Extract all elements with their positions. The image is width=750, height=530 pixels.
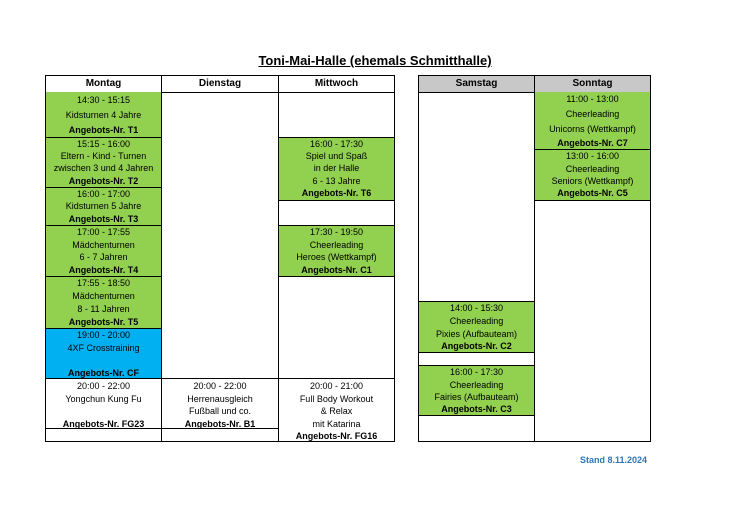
slot-label: 4XF Crosstraining xyxy=(67,343,140,353)
slot-c7 xyxy=(535,92,650,150)
slot-time: 13:00 - 16:00 xyxy=(565,151,620,161)
slot-label: Cheerleading xyxy=(449,380,504,390)
header-samstag: Samstag xyxy=(419,76,534,93)
slot-time: 19:00 - 20:00 xyxy=(76,330,131,340)
slot-label: Seniors (Wettkampf) xyxy=(551,176,634,186)
slot-time: 16:00 - 17:00 xyxy=(76,189,131,199)
slot-time: 16:00 - 17:30 xyxy=(309,139,364,149)
slot-time: 11:00 - 13:00 xyxy=(566,94,619,104)
slot-empty xyxy=(279,201,394,226)
slot-label: Full Body Workout xyxy=(299,394,374,404)
slot-c5 xyxy=(535,150,650,201)
header-dienstag: Dienstag xyxy=(162,76,278,93)
slot-time: 17:00 - 17:55 xyxy=(76,227,131,237)
column-samstag xyxy=(418,75,535,442)
slot-empty xyxy=(419,92,534,302)
slot-t4 xyxy=(46,226,161,277)
slot-c3 xyxy=(419,366,534,416)
slot-time: 17:30 - 19:50 xyxy=(309,227,364,237)
slot-label: & Relax xyxy=(320,406,353,416)
slot-t1 xyxy=(46,92,161,138)
slot-number: Angebots-Nr. C1 xyxy=(301,265,372,275)
slot-number: Angebots-Nr. T5 xyxy=(68,317,139,327)
slot-time: 17:55 - 18:50 xyxy=(76,278,131,288)
slot-time: 14:30 - 15:15 xyxy=(76,95,131,105)
slot-label: mit Katarina xyxy=(312,419,361,429)
slot-label: Eltern - Kind - Turnen xyxy=(60,151,147,161)
slot-empty xyxy=(419,353,534,366)
slot-label: Cheerleading xyxy=(309,240,364,250)
slot-t3 xyxy=(46,188,161,226)
slot-number: Angebots-Nr. T6 xyxy=(301,188,372,198)
slot-label: Cheerleading xyxy=(565,164,620,174)
slot-b1 xyxy=(162,379,278,429)
header-sonntag: Sonntag xyxy=(535,76,650,93)
slot-label: Heroes (Wettkampf) xyxy=(296,252,377,262)
column-sonntag xyxy=(534,75,651,442)
slot-label: Pixies (Aufbauteam) xyxy=(435,329,518,339)
slot-time: 14:00 - 15:30 xyxy=(449,303,504,313)
slot-number: Angebots-Nr. FG16 xyxy=(295,431,378,441)
slot-label: Kidsturnen 5 Jahre xyxy=(65,201,142,211)
slot-label: Cheerleading xyxy=(565,109,620,119)
slot-label: Fußball und co. xyxy=(188,406,252,416)
slot-c1 xyxy=(279,226,394,277)
slot-label: Mädchenturnen xyxy=(72,240,135,250)
slot-label: 8 - 11 Jahren xyxy=(77,304,130,314)
slot-label: in der Halle xyxy=(313,163,360,173)
slot-label: 6 - 13 Jahre xyxy=(312,176,361,186)
slot-label: 6 - 7 Jahren xyxy=(79,252,128,262)
slot-number: Angebots-Nr. C3 xyxy=(441,404,512,414)
slot-number: Angebots-Nr. B1 xyxy=(184,419,256,429)
slot-label: Kidsturnen 4 Jahre xyxy=(65,110,142,120)
column-dienstag xyxy=(161,75,279,442)
column-mittwoch xyxy=(278,75,395,442)
column-montag xyxy=(45,75,162,442)
header-montag: Montag xyxy=(46,76,161,93)
slot-time: 15:15 - 16:00 xyxy=(76,139,131,149)
slot-label: Mädchenturnen xyxy=(72,291,135,301)
slot-t5 xyxy=(46,277,161,329)
slot-label: Herrenausgleich xyxy=(187,394,253,404)
slot-number: Angebots-Nr. T3 xyxy=(68,214,139,224)
slot-number: Angebots-Nr. CF xyxy=(68,368,139,378)
slot-label: Unicorns (Wettkampf) xyxy=(549,124,636,134)
slot-number: Angebots-Nr. T4 xyxy=(68,265,139,275)
slot-time: 20:00 - 21:00 xyxy=(309,381,364,391)
slot-empty xyxy=(279,277,394,379)
slot-fg16 xyxy=(279,379,394,442)
slot-empty xyxy=(279,92,394,138)
slot-time: 20:00 - 22:00 xyxy=(76,381,131,391)
slot-label: Fairies (Aufbauteam) xyxy=(434,392,519,402)
slot-number: Angebots-Nr. C2 xyxy=(441,341,512,351)
slot-number: Angebots-Nr. C7 xyxy=(557,138,628,148)
slot-number: Angebots-Nr. T1 xyxy=(68,125,139,135)
slot-number: Angebots-Nr. T2 xyxy=(68,176,139,186)
slot-fg23 xyxy=(46,379,161,429)
slot-time: 16:00 - 17:30 xyxy=(449,367,504,377)
slot-t6 xyxy=(279,138,394,201)
slot-label: Cheerleading xyxy=(449,316,504,326)
slot-empty xyxy=(162,92,278,379)
page-title: Toni-Mai-Halle (ehemals Schmitthalle) xyxy=(258,53,492,68)
slot-label: Yongchun Kung Fu xyxy=(65,394,142,404)
slot-number: Angebots-Nr. C5 xyxy=(557,188,628,198)
slot-number: Angebots-Nr. FG23 xyxy=(62,419,145,429)
slot-label: zwischen 3 und 4 Jahren xyxy=(53,163,154,173)
slot-t2 xyxy=(46,138,161,188)
slot-c2 xyxy=(419,302,534,353)
stand-date: Stand 8.11.2024 xyxy=(580,455,648,465)
slot-cf xyxy=(46,329,161,379)
slot-time: 20:00 - 22:00 xyxy=(193,381,247,391)
slot-label: Spiel und Spaß xyxy=(305,151,368,161)
header-mittwoch: Mittwoch xyxy=(279,76,394,93)
